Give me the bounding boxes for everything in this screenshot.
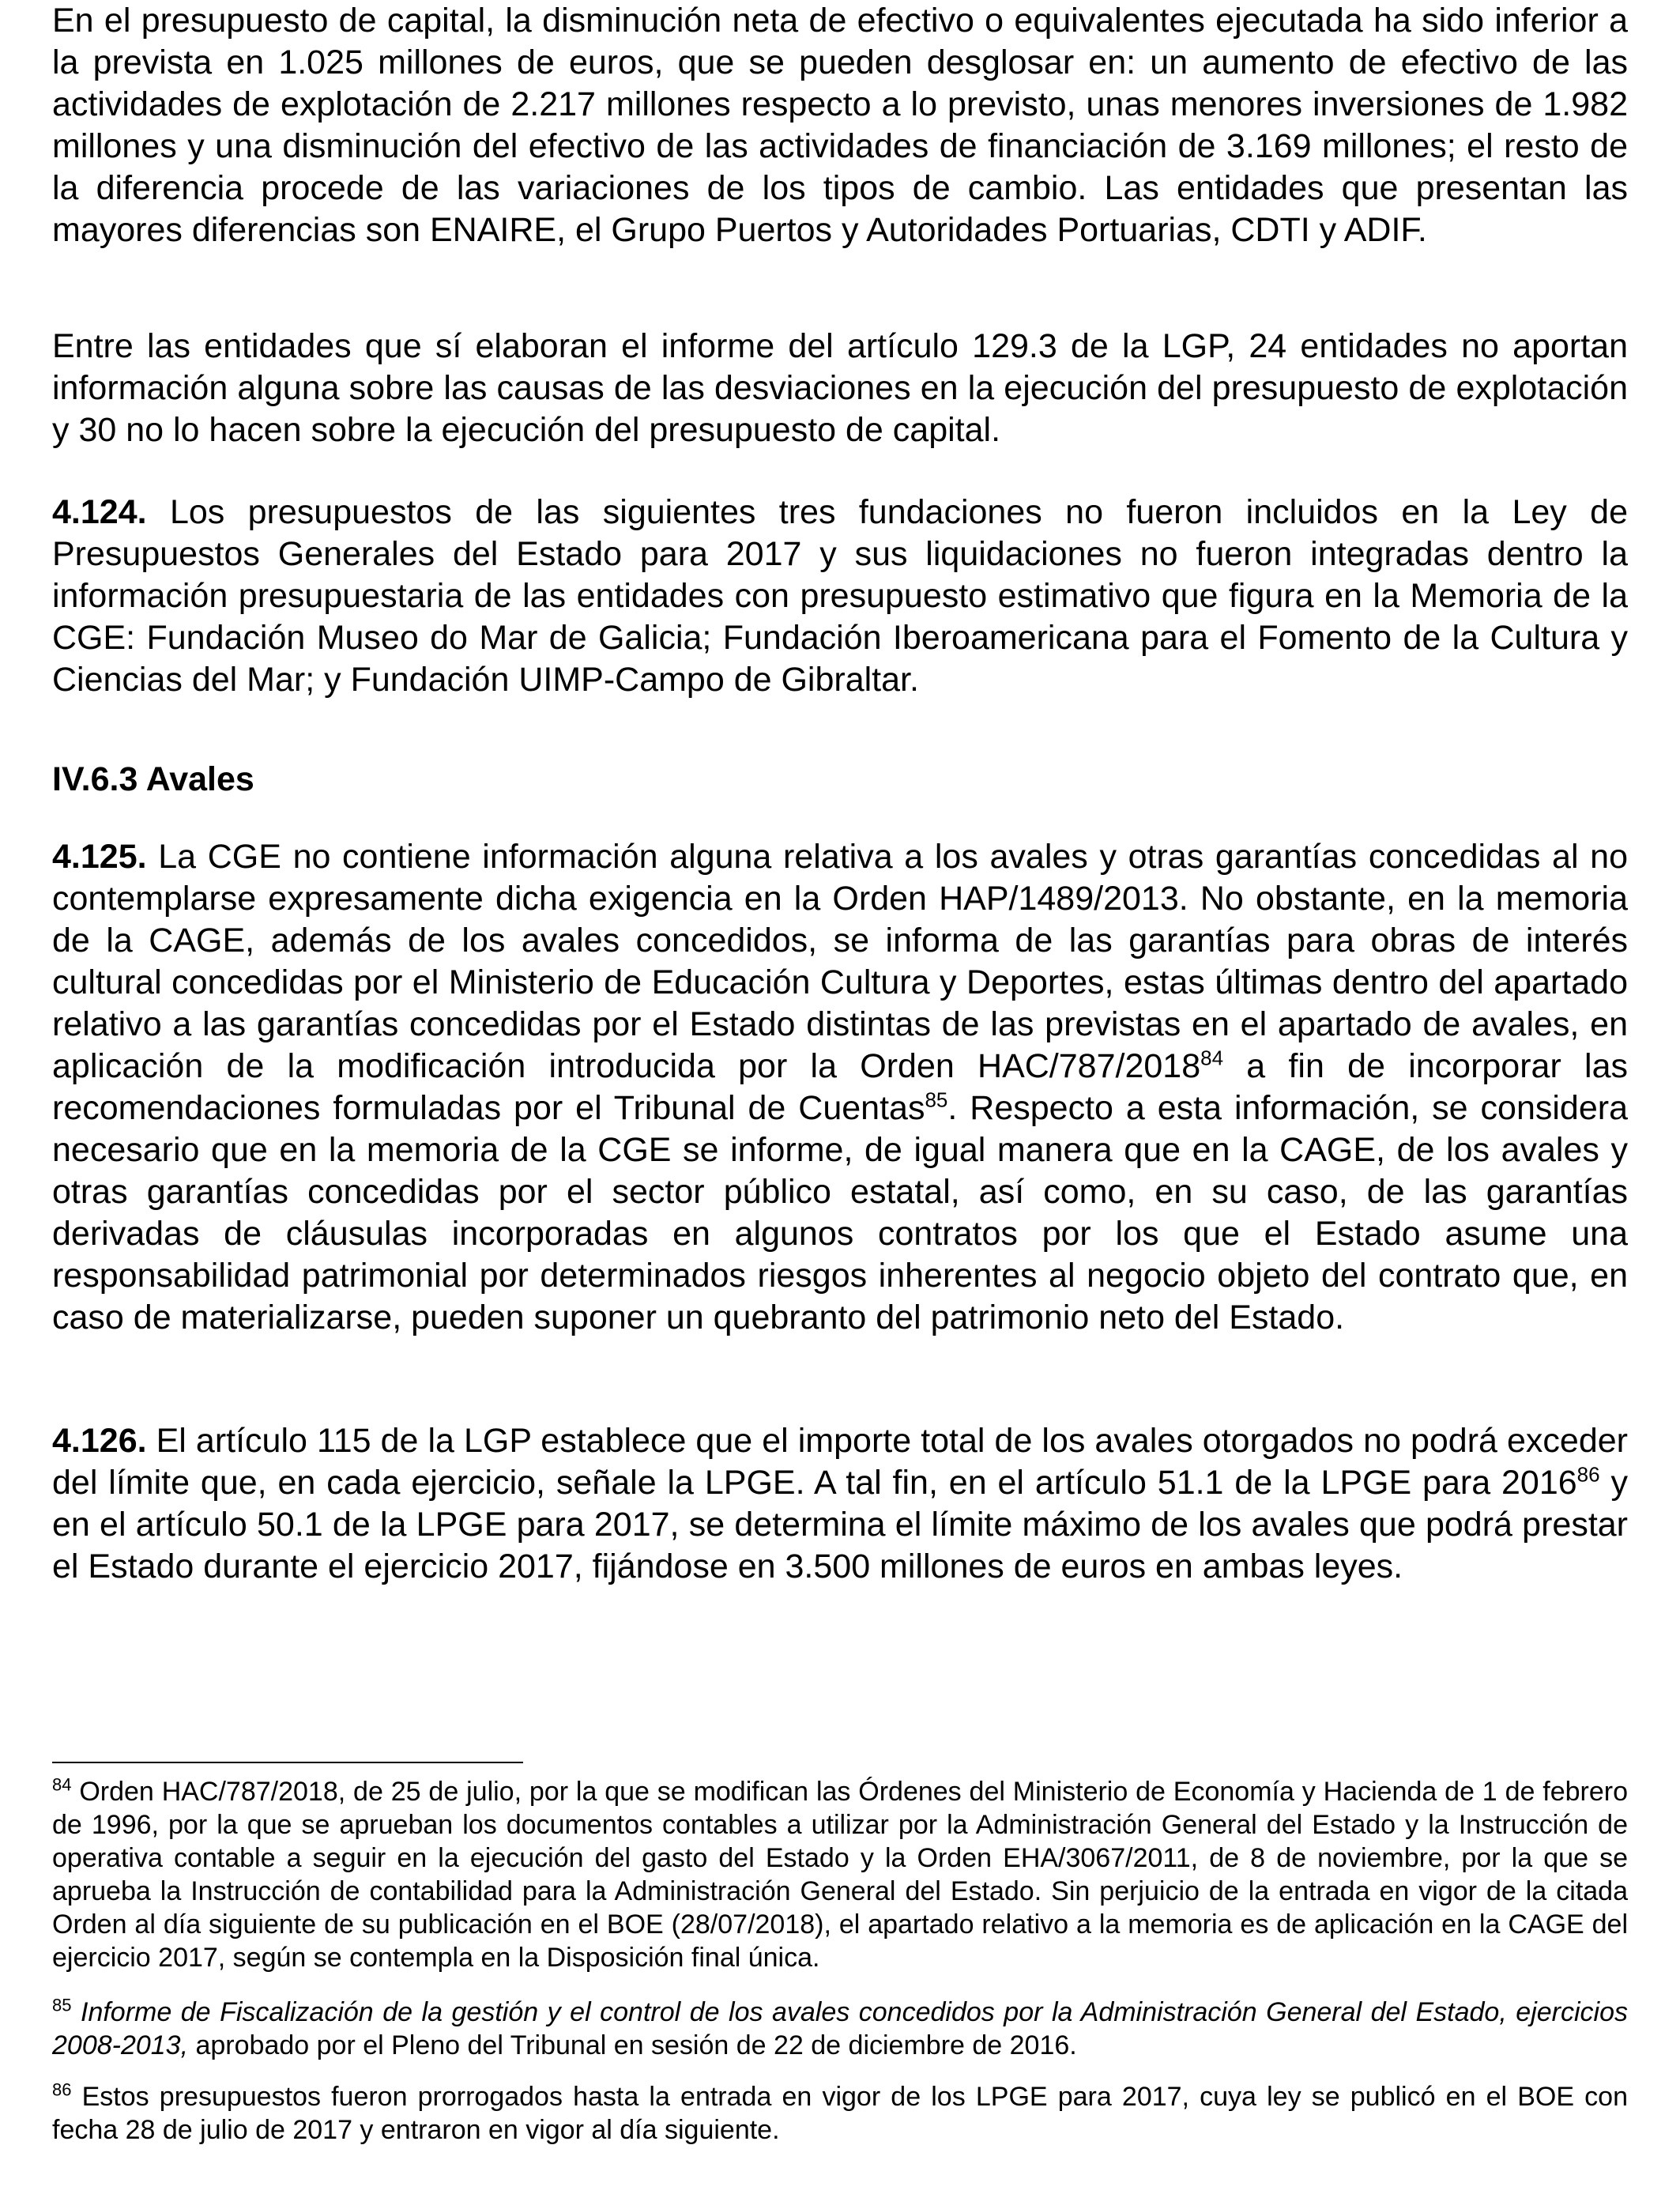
footnote-mark: 84 <box>52 1774 72 1795</box>
footnote-ref-86[interactable]: 86 <box>1576 1462 1600 1487</box>
paragraph-text: y en el artículo 50.1 de la LPGE para 2017, se determina el límite máximo de los avales que podrá prestar el Estado durante el ejercicio 2017, fijándose en 3.500 millones de euros en ambas leyes. <box>52 1464 1628 1585</box>
paragraph-number: 4.126. <box>52 1422 147 1460</box>
section-heading-avales: IV.6.3 Avales <box>52 760 254 798</box>
footnote-text: Estos presupuestos fueron prorrogados hasta la entrada en vigor de los LPGE para 2017, cuya ley se publicó en el BOE con fecha 28 de julio de 2017 y entraron en vigor al día siguiente. <box>52 2082 1628 2145</box>
footnote-text: Orden HAC/787/2018, de 25 de julio, por la que se modifican las Órdenes del Ministerio de Economía y Hacienda de 1 de febrero de 1996, por la que se aprueban los documentos contables a utilizar por la Administración General del Estado y la Instrucción de operativa contable a seguir en la ejecución del gasto del Estado y la Orden EHA/3067/2011, de 8 de noviembre, por la que se aprueba la Instrucción de contabilidad para la Administración General del Estado. Sin perjuicio de la entrada en vigor de la citada Orden al día siguiente de su publicación en el BOE (28/07/2018), el apartado relativo a la memoria es de aplicación en la CAGE del ejercicio 2017, según se contempla en la Disposición final única. <box>52 1777 1628 1973</box>
footnote-ref-85[interactable]: 85 <box>925 1088 948 1112</box>
paragraph-text: En el presupuesto de capital, la disminución neta de efectivo o equivalentes ejecutada ha sido inferior a la prevista en 1.025 millones de euros, que se pueden desglosar en: un aumento de efectivo de las actividades de explotación de 2.217 millones respecto a lo previsto, unas menores inversiones de 1.982 millones y una disminución del efectivo de las actividades de financiación de 3.169 millones; el resto de la diferencia procede de las variaciones de los tipos de cambio. Las entidades que presentan las mayores diferencias son ENAIRE, el Grupo Puertos y Autoridades Portuarias, CDTI y ADIF. <box>52 2 1628 249</box>
footnote-ref-84[interactable]: 84 <box>1200 1046 1224 1070</box>
paragraph-text: . Respecto a esta información, se considera necesario que en la memoria de la CGE se informe, de igual manera que en la CAGE, de los avales y otras garantías concedidas por el sector público estatal, así como, en su caso, de las garantías derivadas de cláusulas incorporadas en algunos contratos por los que el Estado asume una responsabilidad patrimonial por determinados riesgos inherentes al negocio objeto del contrato que, en caso de materializarse, pueden suponer un quebranto del patrimonio neto del Estado. <box>52 1089 1628 1336</box>
paragraph-4-125 <box>52 836 1628 1339</box>
paragraph-number: 4.125. <box>52 838 147 876</box>
paragraph-text: Los presupuestos de las siguientes tres fundaciones no fueron incluidos en la Ley de Presupuestos Generales del Estado para 2017 y sus liquidaciones no fueron integradas dentro la información presupuestaria de las entidades con presupuesto estimativo que figura en la Memoria de la CGE: Fundación Museo do Mar de Galicia; Fundación Iberoamericana para el Fomento de la Cultura y Ciencias del Mar; y Fundación UIMP-Campo de Gibraltar. <box>52 493 1628 699</box>
paragraph-text: Entre las entidades que sí elaboran el informe del artículo 129.3 de la LGP, 24 entidades no aportan información alguna sobre las causas de las desviaciones en la ejecución del presupuesto de explotación y 30 no lo hacen sobre la ejecución del presupuesto de capital. <box>52 327 1628 449</box>
paragraph-4-124 <box>52 492 1628 701</box>
paragraph-4-126 <box>52 1420 1628 1588</box>
footnote-86 <box>52 2080 1628 2147</box>
footnote-mark: 86 <box>52 2079 72 2100</box>
footnote-mark: 85 <box>52 1995 72 2015</box>
paragraph-number: 4.124. <box>52 493 147 531</box>
footnote-84 <box>52 1775 1628 1974</box>
footnote-text: aprobado por el Pleno del Tribunal en sesión de 22 de diciembre de 2016. <box>188 2030 1077 2060</box>
footnote-separator <box>52 1762 523 1763</box>
footnote-report-title: Informe de Fiscalización de la gestión y el control de los avales concedidos por la Administración General del Estado, ejercicios 2008-2013, <box>52 1997 1628 2060</box>
paragraph-capital-budget <box>52 0 1628 251</box>
paragraph-text: a fin de incorporar las recomendaciones formuladas por el Tribunal de Cuentas <box>52 1047 1628 1127</box>
paragraph-text: La CGE no contiene información alguna relativa a los avales y otras garantías concedidas al no contemplarse expresamente dicha exigencia en la Orden HAP/1489/2013. No obstante, en la memoria de la CAGE, además de los avales concedidos, se informa de las garantías para obras de interés cultural concedidas por el Ministerio de Educación Cultura y Deportes, estas últimas dentro del apartado relativo a las garantías concedidas por el Estado distintas de las previstas en el apartado de avales, en aplicación de la modificación introducida por la Orden HAC/787/2018 <box>52 838 1628 1085</box>
paragraph-text: El artículo 115 de la LGP establece que el importe total de los avales otorgados no podrá exceder del límite que, en cada ejercicio, señale la LPGE. A tal fin, en el artículo 51.1 de la LPGE para 2016 <box>52 1422 1628 1502</box>
footnote-85 <box>52 1996 1628 2062</box>
paragraph-entities-report <box>52 326 1628 451</box>
